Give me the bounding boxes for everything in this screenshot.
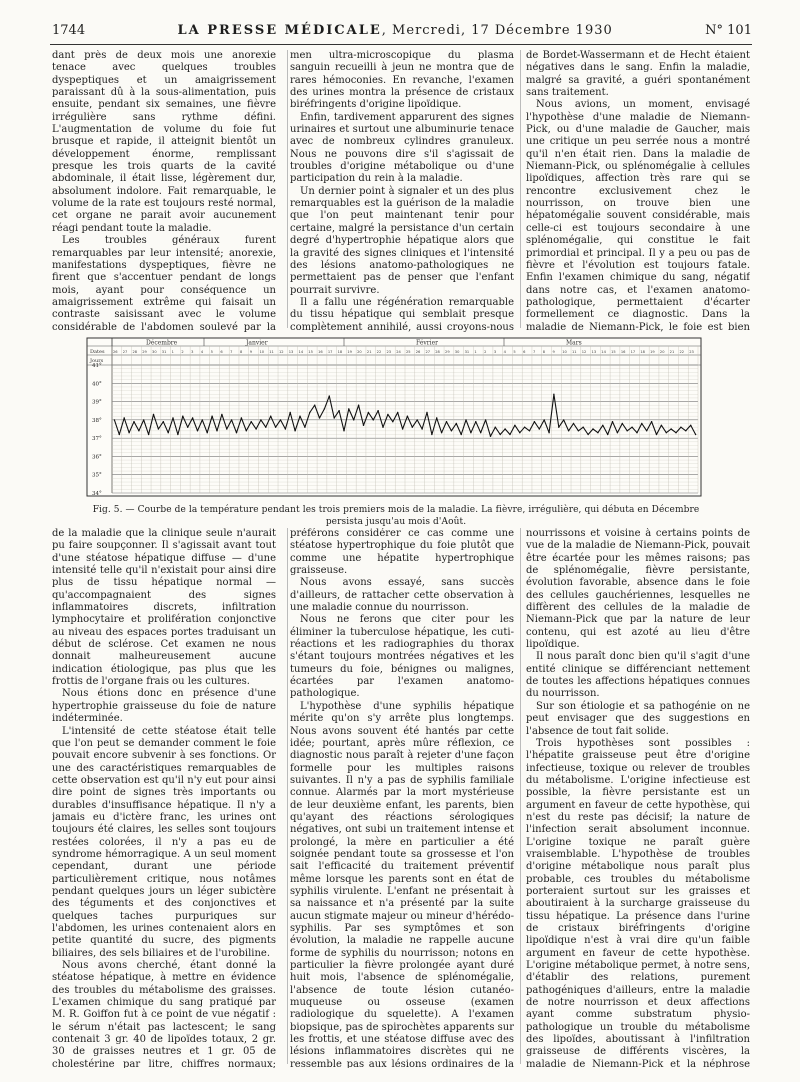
month-label: Mars [566, 339, 582, 347]
y-tick-label: 37° [92, 436, 102, 443]
temperature-point [202, 419, 203, 420]
temperature-point [597, 432, 598, 433]
temperature-point [299, 416, 300, 417]
temperature-point [602, 425, 603, 426]
paragraph: de la maladie que la clinique seule n'aurait pu faire soupçonner. Il s'agissait avant tout d'une stéatose hépatique diffuse — d'une intensité telle qu'il n'existait pour ainsi dire plus de tissu hépatique normal — qu'accompagnaient des signes inflammatoires discrets, infiltration lymphocytaire et prolifération conjonctive au niveau des espaces portes traduisant un début de sclérose. Cet examen ne nous donnait malheureusement aucune indication étiologique, pas plus que les frottis de l'organe frais ou les cultures. [52, 528, 276, 688]
temperature-point [119, 434, 120, 435]
date-tick-label: 30 [152, 350, 157, 354]
temperature-point [280, 419, 281, 420]
temperature-point [465, 419, 466, 420]
row-label: Dates [90, 349, 105, 355]
temperature-point [607, 434, 608, 435]
date-tick-label: 20 [659, 350, 665, 354]
date-tick-label: 9 [249, 350, 253, 354]
temperature-point [631, 427, 632, 428]
figure-caption: Fig. 5. — Courbe de la température pendant les trois premiers mois de la maladie. La fièvre, irrégulière, qui débuta en Décembre persista jusqu'au mois d'Août. [92, 505, 700, 527]
temperature-point [690, 425, 691, 426]
column-divider [287, 50, 288, 328]
temperature-point [324, 408, 325, 409]
month-label: Janvier [246, 339, 268, 347]
date-tick-label: 3 [493, 350, 497, 354]
page-number: 1744 [52, 23, 86, 38]
temperature-chart [86, 337, 702, 497]
temperature-point [363, 425, 364, 426]
temperature-point [236, 432, 237, 433]
temperature-point [651, 421, 652, 422]
date-tick-label: 23 [386, 350, 392, 354]
temperature-point [294, 430, 295, 431]
paragraph: Nous étions donc en présence d'une hypertrophie graisseuse du foie de nature indéterminée. [52, 688, 276, 725]
date-tick-label: 5 [210, 350, 213, 354]
temperature-point [641, 423, 642, 424]
temperature-point [490, 436, 491, 437]
date-tick-label: 3 [191, 350, 194, 354]
date-tick-label: 20 [357, 350, 362, 354]
temperature-point [426, 412, 427, 413]
paragraph: Enfin, tardivement apparurent des signes urinaires et surtout une albuminurie tenace avec de nombreux cylindres granuleux. Nous ne pouvons dire s'il s'agissait de troubles d'origine métabolique ou d'une participation du rein à la maladie. [290, 111, 514, 185]
temperature-point [353, 419, 354, 420]
temperature-point [685, 430, 686, 431]
y-tick-label: 34° [92, 491, 102, 497]
temperature-point [495, 427, 496, 428]
temperature-point [636, 432, 637, 433]
temperature-point [304, 427, 305, 428]
temperature-point [275, 427, 276, 428]
date-tick-label: 16 [318, 350, 323, 354]
temperature-point [133, 421, 134, 422]
temperature-point [226, 428, 227, 429]
date-tick-label: 22 [679, 350, 685, 354]
paragraph: L'hypothèse d'une syphilis hépatique mérite qu'on s'y arrête plus longtemps. Nous avons souvent été hantés par cette idée; pourtant, après mûre réflexion, ce diagnostic nous paraît à rejeter d'une façon formelle pour les multiples raisons suivantes. Il n'y a pas de syphilis familiale connue. Alarmés par la mort mystérieuse de leur deuxième enfant, les parents, bien qu'ayant des réactions sérologiques négatives, ont subi un traitement intense et prolongé, la mère en particulier a été soignée pendant toute sa grossesse et l'on sait l'efficacité du traitement préventif même lorsque les parents sont en état de syphilis virulente. L'enfant ne présentait à sa naissance et n'a présenté par la suite aucun stigmate majeur ou mineur d'hérédo-syphilis. Par ses symptômes et son évolution, la maladie ne rappelle aucune forme de syphilis du nourrisson; notons en particulier la fièvre prolongée ayant duré huit mois, l'absence de splénomégalie, l'absence de toute lésion cutanéo-muqueuse ou osseuse (examen radiologique du squelette). A l'examen biopsique, pas de spirochètes apparents sur les frottis, et une stéatose diffuse avec des lésions inflammatoires discrètes qui ne ressemble pas aux lésions ordinaires de la [290, 700, 514, 1068]
date-tick-label: 13 [591, 350, 597, 354]
date-tick-label: 19 [650, 350, 655, 354]
temperature-point [456, 423, 457, 424]
y-tick-label: 40° [92, 381, 102, 388]
date-tick-label: 6 [523, 350, 526, 354]
date-tick-label: 21 [366, 350, 372, 354]
temperature-point [661, 425, 662, 426]
temperature-point [216, 430, 217, 431]
paragraph: Nous avions, un moment, envisagé l'hypothèse d'une maladie de Niemann-Pick, ou d'une maladie de Gaucher, mais une critique un peu serrée nous a montré qu'il n'en était rien. Dans la maladie de Niemann-Pick, ou splénomégalie à cellules lipoïdiques, affection très rare qui se rencontre exclusivement chez le nourrisson, on trouve bien une hépatomégalie souvent considérable, mais celle-ci est toujours secondaire à une splénomégalie, qui constitue le fait primordial et principal. Il y a peu ou pas de fièvre et l'évolution est toujours fatale. Enfin l'examen chimique du sang, négatif dans notre cas, et l'examen anatomo-pathologique, permettaient d'écarter formellement ce diagnostic. Dans la maladie de Niemann-Pick, le foie est bien [526, 99, 750, 332]
temperature-point [412, 427, 413, 428]
temperature-point [387, 414, 388, 415]
temperature-point [573, 423, 574, 424]
temperature-point [207, 432, 208, 433]
date-tick-label: 31 [161, 350, 167, 354]
month-label: Décembre [146, 339, 178, 347]
temperature-point [377, 410, 378, 411]
temperature-point [187, 427, 188, 428]
temperature-point [470, 432, 471, 433]
temperature-point [251, 421, 252, 422]
temperature-point [285, 428, 286, 429]
paragraph: Nous ne ferons que citer pour les éliminer la tuberculose hépatique, les cuti-réactions et les radiographies du thorax s'étant toujours montrées négatives et les tumeurs du foie, bénignes ou malignes, écartées par l'examen anatomo-pathologique. [290, 614, 514, 700]
temperature-point [622, 423, 623, 424]
issue-date: , Mercredi, 17 Décembre 1930 [381, 23, 613, 38]
column-divider [287, 528, 288, 1064]
date-tick-label: 24 [396, 350, 401, 354]
temperature-point [529, 430, 530, 431]
temperature-point [153, 414, 154, 415]
date-tick-label: 4 [503, 350, 506, 354]
date-tick-label: 18 [337, 350, 343, 354]
temperature-point [578, 430, 579, 431]
temperature-point [382, 427, 383, 428]
date-tick-label: 29 [142, 350, 147, 354]
paragraph: Nous avons cherché, étant donné la stéatose hépatique, à mettre en évidence des troubles du métabolisme des graisses. L'examen chimique du sang pratiqué par M. R. Goiffon fut à ce point de vue négatif : le sérum n'était pas lactescent; le sang contenait 3 gr. 40 de lipoïdes totaux, 2 gr. 30 de graisses neutres et 1 gr. 05 de cholestérine par litre, chiffres normaux; [52, 960, 276, 1068]
date-tick-label: 13 [288, 350, 294, 354]
temperature-point [373, 419, 374, 420]
temperature-point [407, 416, 408, 417]
temperature-point [583, 427, 584, 428]
paragraph: dant près de deux mois une anorexie tenace avec quelques troubles dyspeptiques et un amaigrissement paraissant dû à la sous-alimentation, puis ensuite, pendant six semaines, une fièvre irrégulière sans rythme défini. L'augmentation de volume du foie fut brusque et rapide, il atteignit bientôt un développement énorme, remplissant presque les trois quarts de la cavité abdominale, il était lisse, légèrement dur, absolument indolore. Fait remarquable, le volume de la rate est toujours resté normal, cet organe ne parait avoir aucunement réagi pendant toute la maladie. [52, 50, 276, 234]
date-tick-label: 2 [484, 350, 487, 354]
row-label: Jours [90, 358, 104, 364]
temperature-point [231, 419, 232, 420]
temperature-point [519, 432, 520, 433]
header-rule [50, 44, 752, 45]
date-tick-label: 27 [425, 350, 431, 354]
temperature-point [348, 408, 349, 409]
temperature-point [260, 419, 261, 420]
date-tick-label: 26 [112, 350, 118, 354]
chart-frame [87, 338, 701, 496]
temperature-point [192, 417, 193, 418]
date-tick-label: 16 [620, 350, 626, 354]
y-tick-label: 35° [92, 472, 102, 479]
date-tick-label: 11 [269, 350, 274, 354]
temperature-point [172, 417, 173, 418]
date-tick-label: 22 [376, 350, 382, 354]
date-tick-label: 30 [454, 350, 460, 354]
temperature-point [431, 434, 432, 435]
paragraph: préférons considérer ce cas comme une stéatose hypertrophique du foie plutôt que comme une hépatite hypertrophique graisseuse. [290, 528, 514, 577]
y-tick-label: 38° [92, 417, 102, 424]
journal-title [177, 22, 612, 40]
paragraph: L'intensité de cette stéatose était telle que l'on peut se demander comment le foie pouvait encore subvenir à ses fonctions. Or une des caractéristiques remarquables de cette observation est qu'il n'y eut pour ainsi dire point de signes très importants ou durables d'insuffisance hépatique. Il n'y a jamais eu d'ictère franc, les urines ont toujours été claires, les selles sont toujours restées colorées, il n'y a pas eu de syndrome hémorragique. A un seul moment cependant, durant une période particulièrement critique, nous notâmes pendant quelques jours un léger subictère des téguments et des conjonctives et quelques taches purpuriques sur l'abdomen, les urines contenaient alors en petite quantité du sucre, des pigments biliaires, des sels biliaires et de l'urobiline. [52, 725, 276, 959]
temperature-point [392, 421, 393, 422]
temperature-point [319, 417, 320, 418]
temperature-point [368, 412, 369, 413]
temperature-point [500, 434, 501, 435]
date-tick-label: 10 [562, 350, 567, 354]
temperature-point [182, 416, 183, 417]
month-label: Février [416, 339, 438, 347]
date-tick-label: 5 [513, 350, 516, 354]
date-tick-label: 23 [689, 350, 694, 354]
temperature-point [539, 428, 540, 429]
temperature-point [402, 428, 403, 429]
temperature-point [334, 417, 335, 418]
temperature-point [343, 430, 344, 431]
temperature-point [666, 432, 667, 433]
date-tick-label: 1 [171, 350, 174, 354]
date-tick-label: 6 [220, 350, 223, 354]
bottom-column-3 [526, 528, 750, 1068]
date-tick-label: 17 [327, 350, 333, 354]
date-tick-label: 15 [308, 350, 313, 354]
temperature-point [148, 434, 149, 435]
temperature-point [270, 416, 271, 417]
running-header [52, 22, 752, 40]
temperature-point [255, 428, 256, 429]
date-tick-label: 28 [435, 350, 440, 354]
temperature-point [163, 421, 164, 422]
date-tick-label: 12 [581, 350, 587, 354]
temperature-point [558, 427, 559, 428]
date-tick-label: 27 [122, 350, 128, 354]
paragraph: Nous avons essayé, sans succès d'ailleurs, de rattacher cette observation à une maladie connue du nourrisson. [290, 577, 514, 614]
temperature-point [197, 430, 198, 431]
temperature-point [290, 412, 291, 413]
temperature-point [143, 419, 144, 420]
temperature-point [627, 430, 628, 431]
temperature-point [128, 432, 129, 433]
date-tick-label: 4 [200, 350, 204, 354]
date-tick-label: 21 [669, 350, 675, 354]
temperature-point [504, 428, 505, 429]
paragraph: Sur son étiologie et sa pathogénie on ne peut envisager que des suggestions en l'absence de tout fait solide. [526, 700, 750, 737]
temperature-point [211, 416, 212, 417]
temperature-point [656, 434, 657, 435]
issue-number: N° 101 [705, 23, 752, 38]
date-tick-label: 14 [601, 350, 606, 354]
temperature-point [417, 419, 418, 420]
paragraph: Trois hypothèses sont possibles : l'hépatite graisseuse peut être d'origine infectieuse, toxique ou relever de troubles du métabolisme. L'origine infectieuse est possible, la fièvre persistante est un argument en faveur de cette hypothèse, qui n'est du reste pas décisif; la nature de l'infection serait absolument inconnue. L'origine toxique ne paraît guère vraisemblable. L'hypothèse de troubles d'origine métabolique nous paraît plus probable, ces troubles du métabolisme porteraient surtout sur les graisses et aboutiraient à la surcharge graisseuse du tissu hépatique. La présence dans l'urine de cristaux biréfringents d'origine lipoïdique n'est à vrai dire qu'un faible argument en faveur de cette hypothèse. L'origine métabolique permet, à notre sens, d'établir des relations, purement pathogéniques d'ailleurs, entre la maladie de notre nourrisson et deux affections ayant comme substratum physio-pathologique un trouble du métabolisme des lipoïdes, aboutissant à l'infiltration graisseuse de différents viscères, la maladie de Niemann-Pick et la néphrose [526, 737, 750, 1068]
date-tick-label: 10 [259, 350, 265, 354]
date-tick-label: 17 [630, 350, 636, 354]
temperature-point [158, 428, 159, 429]
temperature-point [524, 427, 525, 428]
temperature-point [568, 430, 569, 431]
date-tick-label: 7 [532, 350, 536, 354]
bottom-column-1 [52, 528, 276, 1068]
paragraph: Il a fallu une régénération remarquable du tissu hépatique qui semblait presque complètement annihilé, aussi croyons-nous [290, 296, 514, 332]
temperature-point [436, 417, 437, 418]
temperature-point [338, 410, 339, 411]
top-column-1 [52, 50, 276, 332]
temperature-point [421, 428, 422, 429]
date-tick-label: 26 [415, 350, 421, 354]
temperature-point [124, 417, 125, 418]
temperature-point [309, 412, 310, 413]
temperature-point [441, 432, 442, 433]
temperature-point [587, 434, 588, 435]
temperature-point [446, 421, 447, 422]
temperature-point [241, 417, 242, 418]
temperature-point [397, 412, 398, 413]
temperature-point [314, 405, 315, 406]
date-tick-label: 9 [552, 350, 555, 354]
date-tick-label: 25 [405, 350, 411, 354]
bottom-column-2 [290, 528, 514, 1068]
temperature-point [246, 430, 247, 431]
date-tick-label: 8 [542, 350, 546, 354]
date-tick-label: 7 [230, 350, 233, 354]
date-tick-label: 29 [445, 350, 450, 354]
temperature-point [480, 432, 481, 433]
temperature-point [548, 432, 549, 433]
date-tick-label: 14 [298, 350, 304, 354]
top-column-2 [290, 50, 514, 332]
date-tick-label: 28 [132, 350, 138, 354]
temperature-point [617, 432, 618, 433]
paragraph: Les troubles généraux furent remarquables par leur intensité; anorexie, manifestations dyspeptiques, fièvre ne firent que s'accentuer pendant de longs mois, ayant pour conséquence un amaigrissement extrême qui faisait un contraste saisissant avec le volume considérable de l'abdomen soulevé par la [52, 235, 276, 332]
y-tick-label: 41° [92, 363, 102, 369]
date-tick-label: 2 [181, 350, 184, 354]
top-column-3 [526, 50, 750, 332]
date-tick-label: 1 [474, 350, 477, 354]
temperature-point [534, 421, 535, 422]
temperature-point [646, 430, 647, 431]
column-divider [520, 528, 521, 1064]
column-divider [520, 50, 521, 328]
temperature-point [461, 434, 462, 435]
journal-name: LA PRESSE MÉDICALE [177, 23, 382, 38]
temperature-point [358, 405, 359, 406]
temperature-point [680, 427, 681, 428]
date-tick-label: 15 [611, 350, 616, 354]
temperature-point [138, 430, 139, 431]
date-tick-label: 18 [640, 350, 645, 354]
temperature-point [168, 432, 169, 433]
paragraph: Il nous paraît donc bien qu'il s'agit d'une entité clinique se différenciant nettement de toutes les affections hépatiques connues du nourrisson. [526, 651, 750, 700]
temperature-point [177, 434, 178, 435]
temperature-point [695, 434, 696, 435]
date-tick-label: 19 [347, 350, 352, 354]
temperature-point [329, 395, 330, 396]
paragraph: men ultra-microscopique du plasma sanguin recueilli à jeun ne montra que de rares hémoconies. En revanche, l'examen des urines montra la présence de cristaux biréfringents d'origine lipoïdique. [290, 50, 514, 111]
temperature-point [670, 428, 671, 429]
paragraph: de Bordet-Wassermann et de Hecht étaient négatives dans le sang. Enfin la maladie, malgré sa gravité, a guéri spontanément sans traitement. [526, 50, 750, 99]
temperature-point [485, 419, 486, 420]
date-tick-label: 12 [279, 350, 284, 354]
temperature-point [265, 427, 266, 428]
temperature-point [114, 419, 115, 420]
paragraph: nourrissons et voisine à certains points de vue de la maladie de Niemann-Pick, pouvait être écartée pour les mêmes raisons; pas de splénomégalie, fièvre persistante, évolution favorable, absence dans le foie des cellules gauchériennes, lesquelles ne diffèrent des cellules de la maladie de Niemann-Pick que par la nature de leur contenu, qui est azoté au lieu d'être lipoïdique. [526, 528, 750, 651]
temperature-point [451, 430, 452, 431]
temperature-point [675, 432, 676, 433]
date-tick-label: 11 [572, 350, 577, 354]
temperature-point [509, 434, 510, 435]
temperature-point [221, 414, 222, 415]
temperature-point [475, 421, 476, 422]
temperature-point [612, 421, 613, 422]
temperature-point [563, 419, 564, 420]
paragraph: Un dernier point à signaler et un des plus remarquables est la guérison de la maladie que l'on peut maintenant tenir pour certaine, malgré la persistance d'un certain degré d'hypertrophie hépatique alors que la gravité des signes cliniques et l'intensité des lésions anatomo-pathologiques ne permettaient pas de penser que l'enfant pourrait survivre. [290, 185, 514, 296]
y-tick-label: 39° [92, 399, 102, 406]
temperature-point [544, 419, 545, 420]
date-tick-label: 31 [464, 350, 470, 354]
temperature-point [514, 425, 515, 426]
y-tick-label: 36° [92, 454, 102, 461]
temperature-point [592, 428, 593, 429]
temperature-point [553, 394, 554, 395]
date-tick-label: 8 [239, 350, 243, 354]
